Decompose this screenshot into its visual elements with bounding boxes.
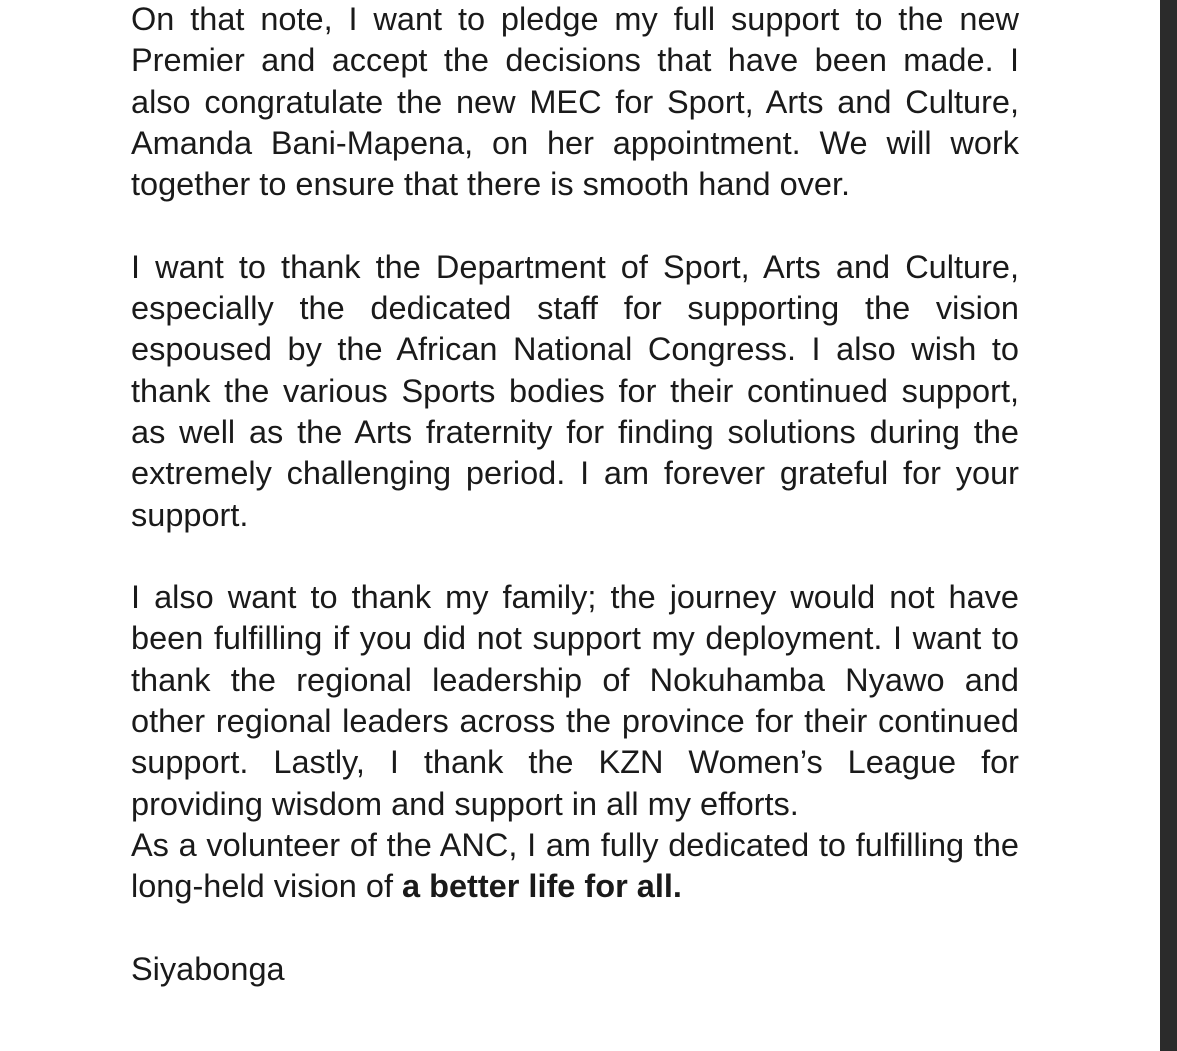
paragraph-premier-support: On that note, I want to pledge my full support to the new Premier and accept the decisions that have been made. I also congratulate the new MEC for Sport, Arts and Culture, Amanda Bani-Mapena, on her appointment. We will work together to ensure that there is smooth hand over. <box>131 1 1019 203</box>
paragraph-volunteer <box>131 825 1019 908</box>
volunteer-text: As a volunteer of the ANC, I am fully dedicated to fulfilling the long-held vision of <box>131 826 1019 905</box>
paragraph-spacer <box>131 536 1019 577</box>
window-edge <box>1160 0 1177 1051</box>
signoff: Siyabonga <box>131 950 285 987</box>
document-body <box>131 0 1019 990</box>
paragraph-spacer <box>131 908 1019 949</box>
better-life-slogan: a better life for all. <box>402 868 682 905</box>
paragraph-family-thanks: I also want to thank my family; the journey would not have been fulfilling if you did not support my deployment. I want to thank the regional leadership of Nokuhamba Nyawo and other regional leaders across the province for their continued support. Lastly, I thank the KZN Women’s League for providing wisdom and support in all my efforts. <box>131 579 1019 822</box>
paragraph-spacer <box>131 205 1019 246</box>
paragraph-department-thanks: I want to thank the Department of Sport, Arts and Culture, especially the dedicated staff for supporting the vision espoused by the African National Congress. I also wish to thank the various Sports bodies for their continued support, as well as the Arts fraternity for finding solutions during the extremely challenging period. I am forever grateful for your support. <box>131 248 1019 533</box>
